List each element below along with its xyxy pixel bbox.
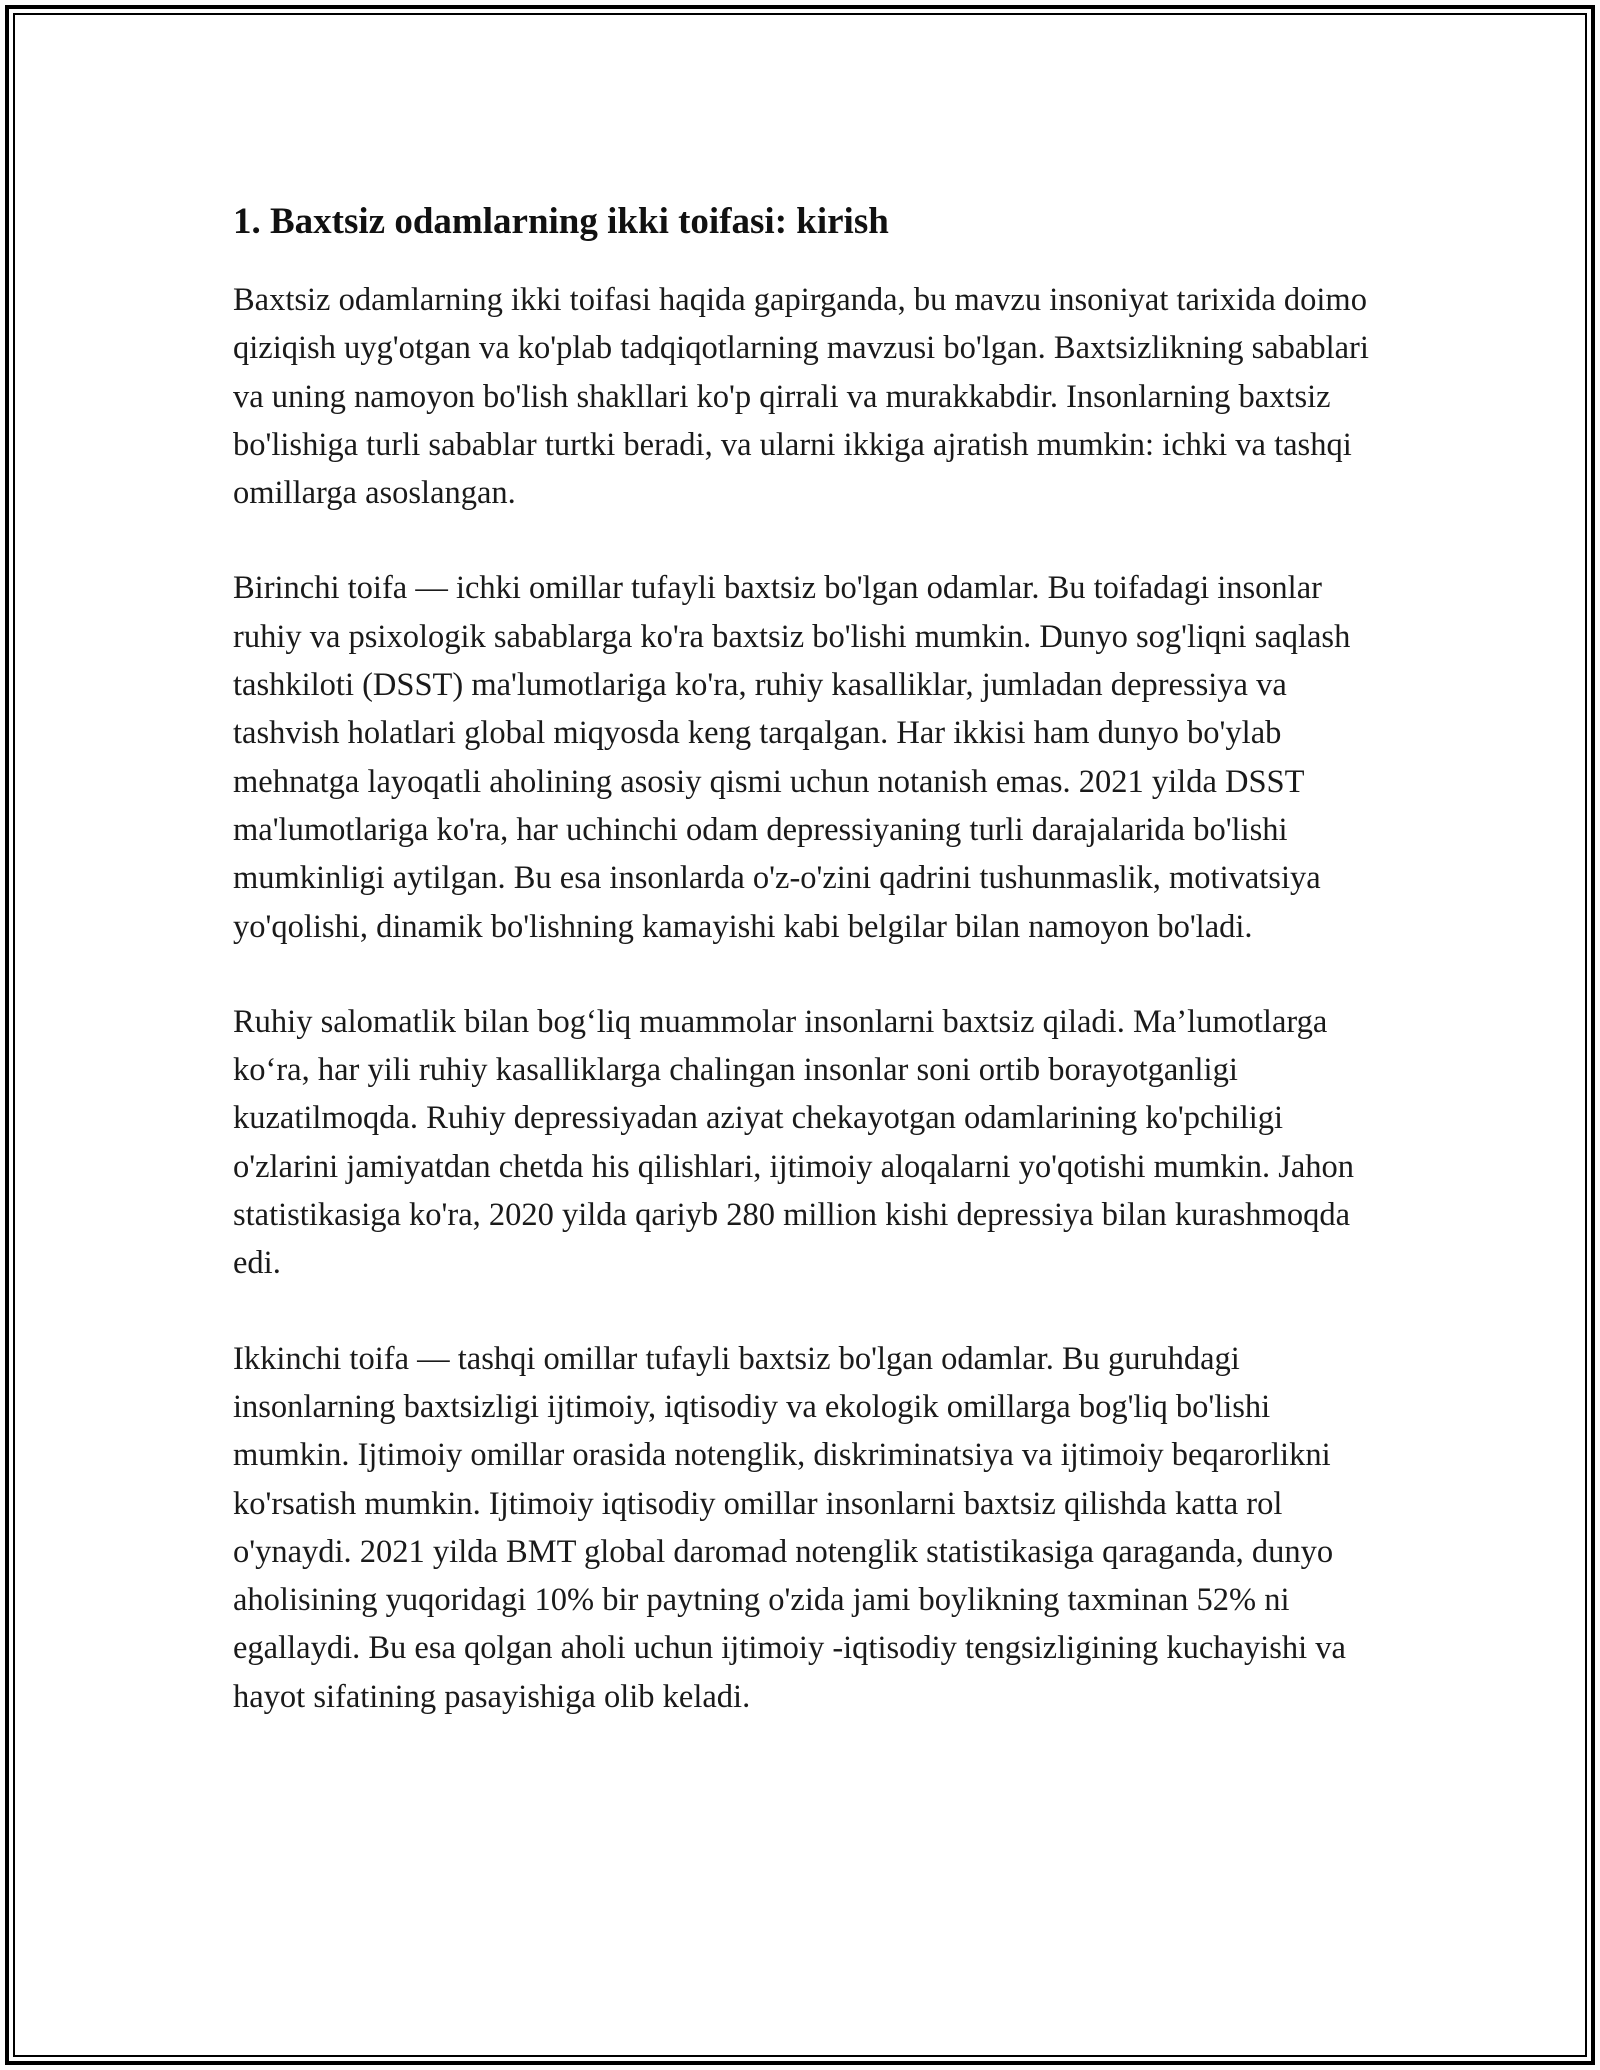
paragraph-second-category: Ikkinchi toifa — tashqi omillar tufayli baxtsiz bo'lgan odamlar. Bu guruhdagi insonlarning baxtsizligi ijtimoiy, iqtisodiy va ekologik omillarga bog'liq bo'lishi mumkin. Ijtimoiy omillar orasida notenglik, diskriminatsiya va ijtimoiy beqarorlikni ko'rsatish mumkin. Ijtimoiy iqtisodiy omillar insonlarni baxtsiz qilishda katta rol o'ynaydi. 2021 yilda BMT global daromad notenglik statistikasiga qaraganda, dunyo aholisining yuqoridagi 10% bir paytning o'zida jami boylikning taxminan 52% ni egallaydi. Bu esa qolgan aholi uchun ijtimoiy -iqtisodiy tengsizligining kuchayishi va hayot sifatining pasayishiga olib keladi. [233,1340,1346,1715]
page-frame [5,5,1595,2065]
section-heading: 1. Baxtsiz odamlarning ikki toifasi: kirish [233,201,889,242]
document-body [233,197,1383,1768]
paragraph-intro: Baxtsiz odamlarning ikki toifasi haqida gapirganda, bu mavzu insoniyat tarixida doimo qiziqish uyg'otgan va ko'plab tadqiqotlarning mavzusi bo'lgan. Baxtsizlikning sabablari va uning namoyon bo'lish shakllari ko'p qirrali va murakkabdir. Insonlarning baxtsiz bo'lishiga turli sabablar turtki beradi, va ularni ikkiga ajratish mumkin: ichki va tashqi omillarga asoslangan. [233,282,1369,512]
paragraph-first-category: Birinchi toifa — ichki omillar tufayli baxtsiz bo'lgan odamlar. Bu toifadagi insonlar ruhiy va psixologik sabablarga ko'ra baxtsiz bo'lishi mumkin. Dunyo sog'liqni saqlash tashkiloti (DSST) ma'lumotlariga ko'ra, ruhiy kasalliklar, jumladan depressiya va tashvish holatlari global miqyosda keng tarqalgan. Har ikkisi ham dunyo bo'ylab mehnatga layoqatli aholining asosiy qismi uchun notanish emas. 2021 yilda DSST ma'lumotlariga ko'ra, har uchinchi odam depressiyaning turli darajalarida bo'lishi mumkinligi aytilgan. Bu esa insonlarda o'z-o'zini qadrini tushunmaslik, motivatsiya yo'qolishi, dinamik bo'lishning kamayishi kabi belgilar bilan namoyon bo'ladi. [233,570,1351,945]
paragraph-mental-health: Ruhiy salomatlik bilan bog‘liq muammolar insonlarni baxtsiz qiladi. Ma’lumotlarga ko‘ra, har yili ruhiy kasalliklarga chalingan insonlar soni ortib borayotganligi kuzatilmoqda. Ruhiy depressiyadan aziyat chekayotgan odamlarining ko'pchiligi o'zlarini jamiyatdan chetda his qilishlari, ijtimoiy aloqalarni yo'qotishi mumkin. Jahon statistikasiga ko'ra, 2020 yilda qariyb 280 million kishi depressiya bilan kurashmoqda edi. [233,1003,1355,1282]
